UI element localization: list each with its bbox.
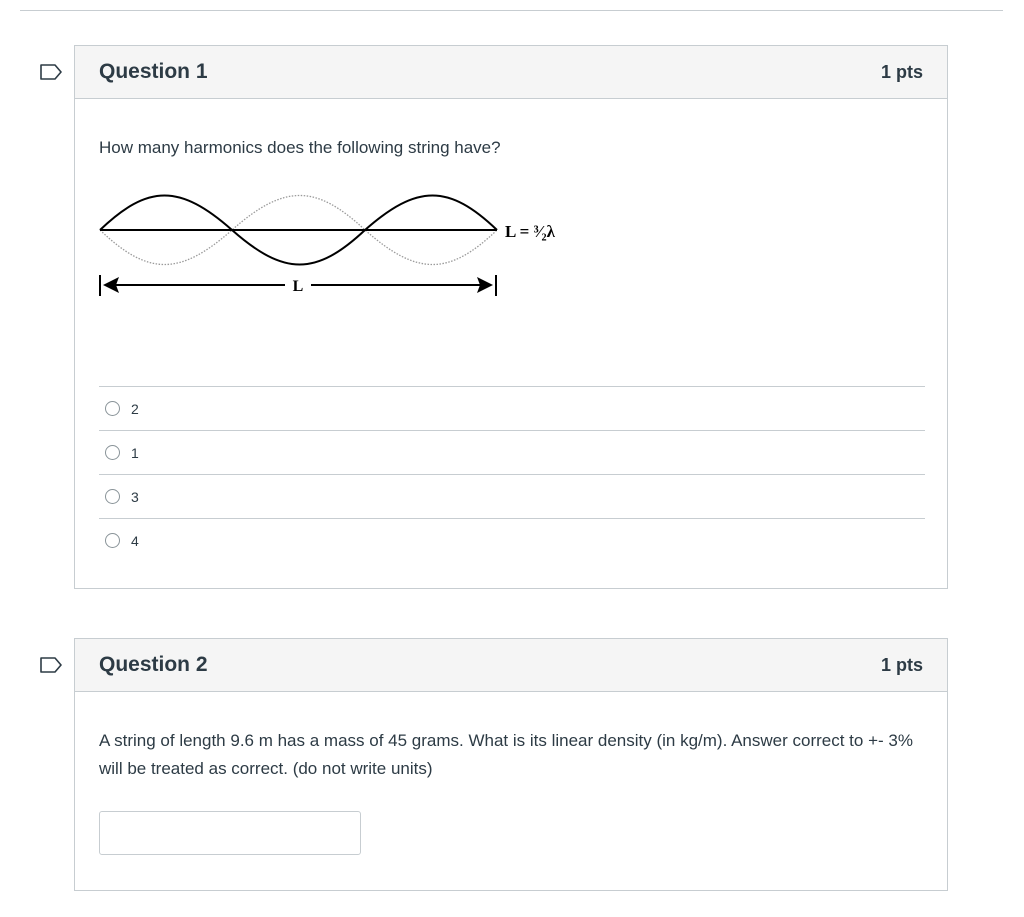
- question-title: Question 2: [99, 653, 208, 676]
- length-label: L: [292, 278, 304, 295]
- answer-option[interactable]: [99, 518, 925, 562]
- radio-button[interactable]: [105, 533, 120, 548]
- question-1: [74, 45, 948, 589]
- answer-option[interactable]: [99, 386, 925, 430]
- top-divider: [20, 10, 1003, 11]
- question-points: 1 pts: [880, 61, 923, 82]
- flag-question-icon[interactable]: [40, 64, 62, 80]
- radio-button[interactable]: [105, 401, 120, 416]
- answer-label[interactable]: 2: [131, 400, 139, 417]
- wave-equation: L = ³⁄₂λ: [505, 222, 555, 241]
- answer-option[interactable]: [99, 474, 925, 518]
- radio-button[interactable]: [105, 445, 120, 460]
- flag-question-icon[interactable]: [40, 657, 62, 673]
- answer-label[interactable]: 1: [131, 444, 139, 461]
- question-2: [74, 638, 948, 891]
- standing-wave-figure: [95, 184, 595, 304]
- answer-list: [99, 386, 925, 562]
- answer-input[interactable]: [99, 811, 361, 855]
- answer-option[interactable]: [99, 430, 925, 474]
- question-points: 1 pts: [880, 654, 923, 675]
- question-text: A string of length 9.6 m has a mass of 45 grams. What is its linear density (in kg/m). Answer correct to +- 3% will be treated as correct. (do not write units): [99, 731, 913, 778]
- question-header: [75, 46, 947, 99]
- question-text: How many harmonics does the following string have?: [99, 138, 501, 157]
- question-title: Question 1: [99, 60, 208, 83]
- answer-label[interactable]: 4: [131, 532, 139, 549]
- radio-button[interactable]: [105, 489, 120, 504]
- answer-label[interactable]: 3: [131, 488, 139, 505]
- question-header: [75, 639, 947, 692]
